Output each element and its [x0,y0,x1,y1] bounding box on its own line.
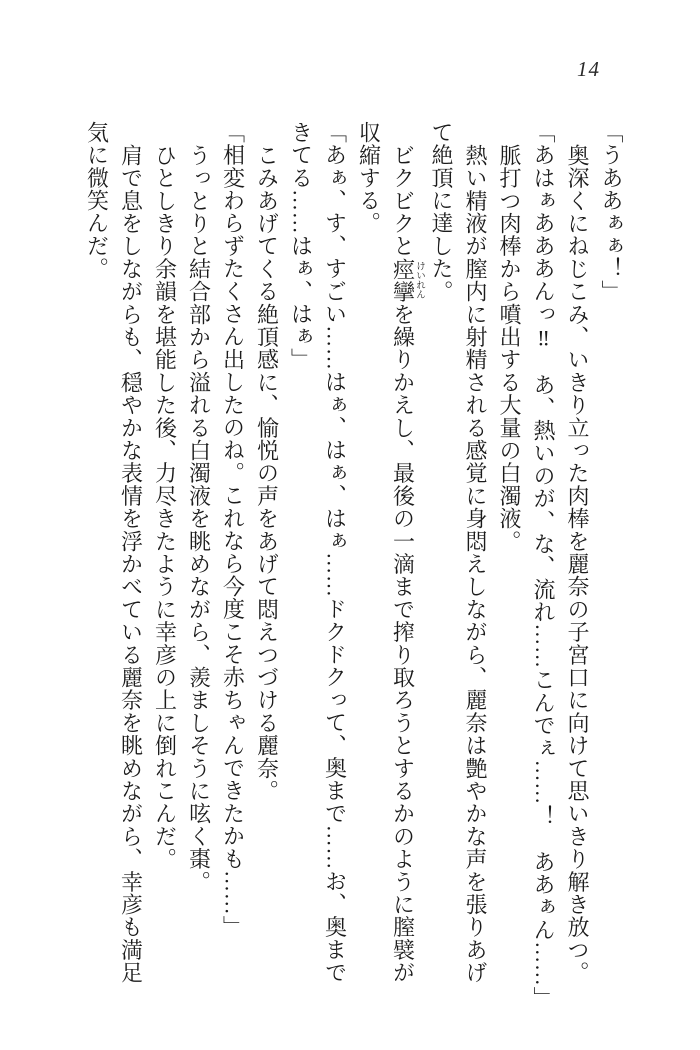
text-line: きてる……はぁ、はぁ」 [288,121,314,371]
ruby-reading: けいれん [414,257,424,303]
text-line: うっとりと結合部から溢れる白濁液を眺めながら、羨ましそうに呟く棗。 [186,144,212,894]
page-number: 14 [577,57,600,81]
text-segment: ビクビクと [390,144,416,258]
text-line: 「うああぁぁ！」 [599,121,624,303]
text-line: 奥深くにねじこみ、いきり立った肉棒を麗奈の子宮口に向けて思いきり解き放つ。 [565,144,590,984]
ruby-base: 痙攣 [390,257,416,303]
text-line: て絶頂に達した。 [429,121,454,303]
text-line [386,121,425,985]
text-line: 肩で息をしながらも、穏やかな表情を浮かべている麗奈を眺めながら、幸彦も満足 [118,144,144,984]
text-line: ひとしきり余韻を堪能した後、力尽きたように幸彦の上に倒れこんだ。 [152,144,178,871]
text-line: 気に微笑んだ。 [84,121,110,280]
text-line: 「あはぁあああんっ‼ あ、熱いのが、な、流れ……こんでぇ……！ ああぁん……」 [531,121,556,1010]
text-line: 収縮する。 [356,121,382,235]
text-line: 「相変わらずたくさん出したのね。これなら今度こそ赤ちゃんできたかも……」 [220,121,246,939]
text-line: 熱い精液が膣内に射精される感覚に身悶えしながら、麗奈は艶やかな声を張りあげ [463,144,488,984]
text-line: 「あぁ、す、すごい……はぁ、はぁ、はぁ……ドクドクって、奥まで……お、奥まで [322,121,348,984]
text-line: こみあげてくる絶頂感に、愉悦の声をあげて悶えつづける麗奈。 [254,144,280,803]
text-segment: を繰りかえし、最後の一滴まで搾り取ろうとするかのように膣襞が [390,302,416,984]
vertical-text-block [84,121,628,1010]
ruby-annotated-word [390,257,424,303]
text-line: 脈打つ肉棒から噴出する大量の白濁液。 [497,144,522,553]
